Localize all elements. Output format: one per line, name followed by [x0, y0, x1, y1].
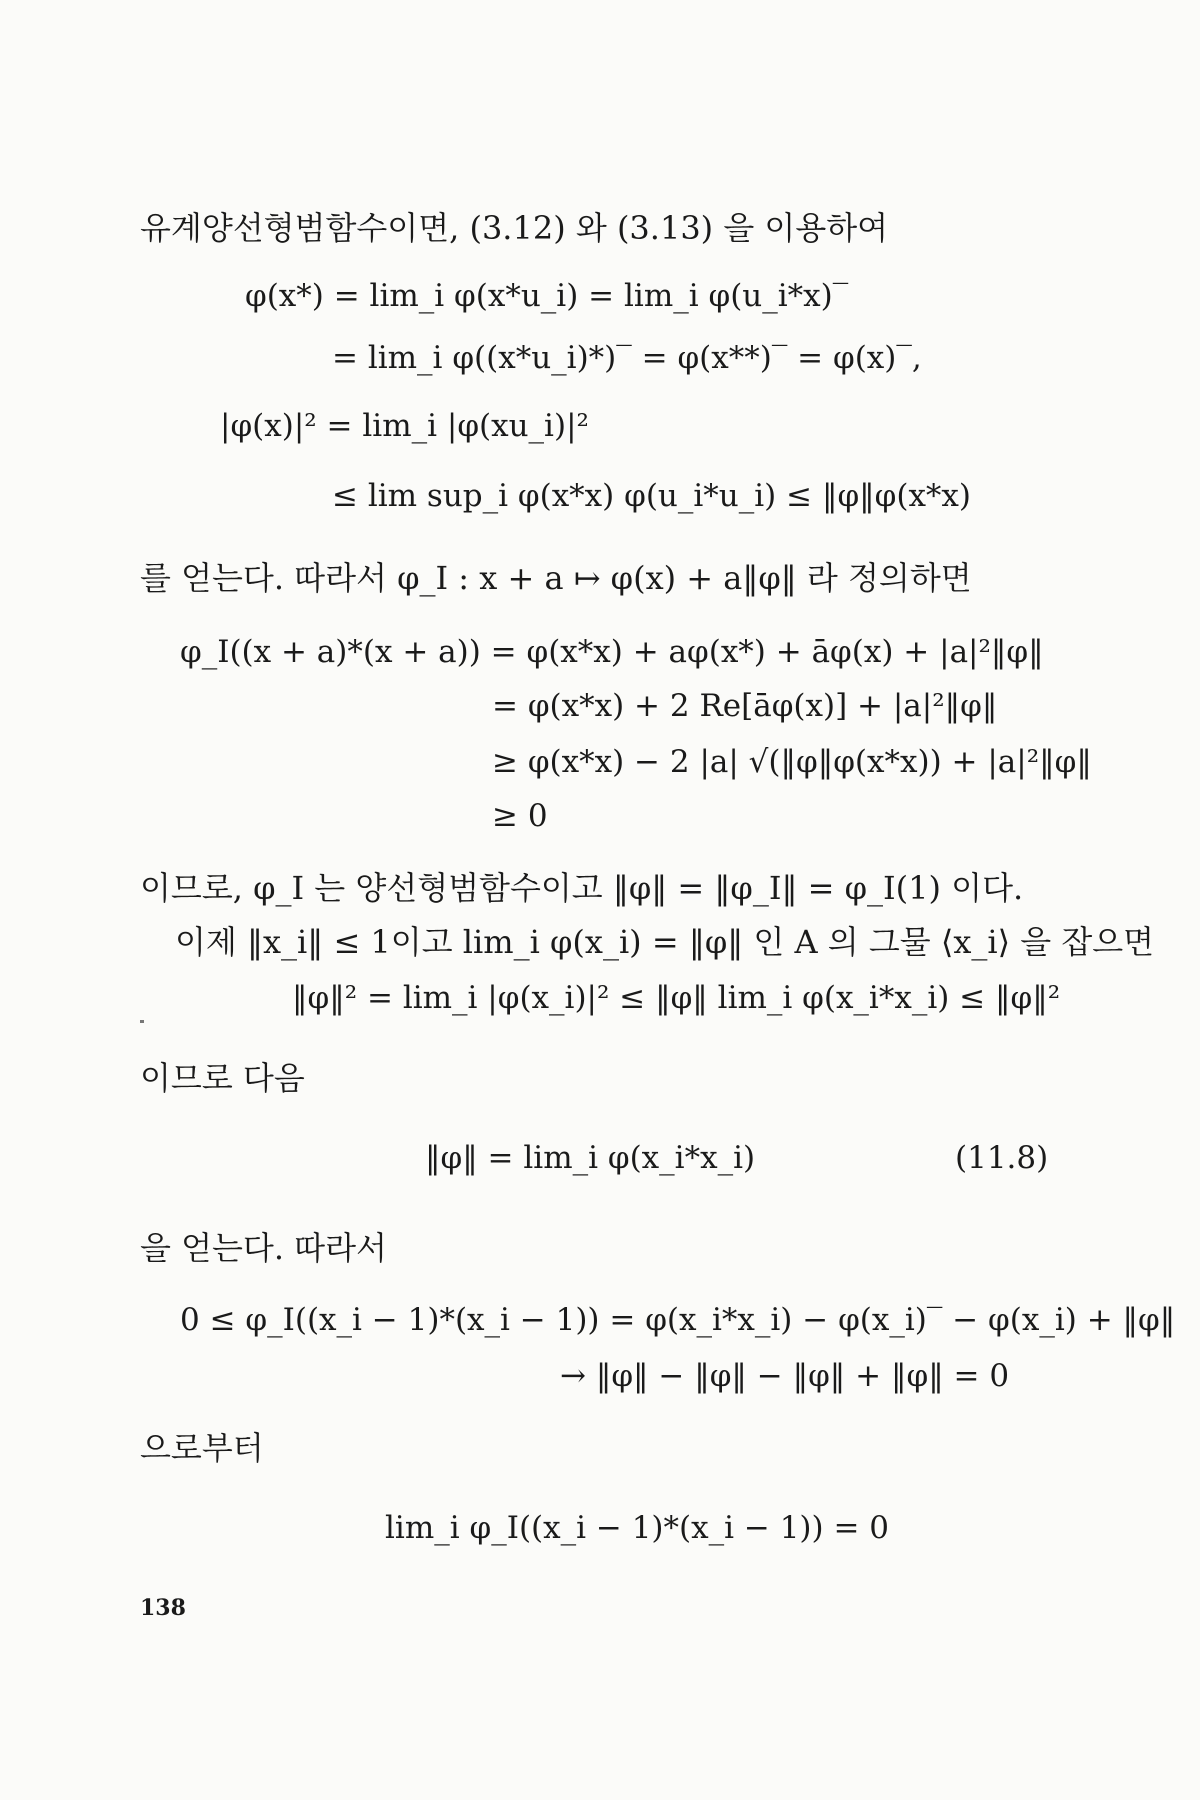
text-line: 이제 ‖x_i‖ ≤ 1이고 lim_i φ(x_i) = ‖φ‖ 인 A 의 그물 ⟨x_i⟩ 을 잡으면 — [175, 923, 1155, 961]
text-line: 을 얻는다. 따라서 — [140, 1229, 387, 1267]
equation-line: ‖φ‖² = lim_i |φ(x_i)|² ≤ ‖φ‖ lim_i φ(x_i*x_i) ≤ ‖φ‖² — [292, 980, 1061, 1016]
text-line: 유계양선형범함수이면, (3.12) 와 (3.13) 을 이용하여 — [140, 209, 889, 247]
equation-line: φ_I((x + a)*(x + a)) = φ(x*x) + aφ(x*) + āφ(x) + |a|²‖φ‖ — [180, 634, 1044, 670]
equation-line: = φ(x*x) + 2 Re[āφ(x)] + |a|²‖φ‖ — [492, 688, 998, 724]
equation-line: φ(x*) = lim_i φ(x*u_i) = lim_i φ(u_i*x)‾ — [245, 278, 849, 314]
equation-line: → ‖φ‖ − ‖φ‖ − ‖φ‖ + ‖φ‖ = 0 — [560, 1358, 1010, 1394]
equation-line: ≥ φ(x*x) − 2 |a| √(‖φ‖φ(x*x)) + |a|²‖φ‖ — [492, 744, 1092, 780]
equation-line: |φ(x)|² = lim_i |φ(xu_i)|² — [220, 408, 589, 444]
equation-line: lim_i φ_I((x_i − 1)*(x_i − 1)) = 0 — [385, 1510, 890, 1546]
stray-mark — [140, 1020, 144, 1023]
equation-line: = lim_i φ((x*u_i)*)‾ = φ(x**)‾ = φ(x)‾, — [332, 340, 922, 376]
equation-line: ≤ lim sup_i φ(x*x) φ(u_i*u_i) ≤ ‖φ‖φ(x*x) — [332, 478, 972, 514]
text-line: 이므로 다음 — [140, 1059, 305, 1097]
page-number: 138 — [140, 1595, 186, 1621]
text-line: 이므로, φ_I 는 양선형범함수이고 ‖φ‖ = ‖φ_I‖ = φ_I(1) 이다. — [140, 869, 1024, 907]
text-line: 를 얻는다. 따라서 φ_I : x + a ↦ φ(x) + a‖φ‖ 라 정의하면 — [140, 559, 972, 597]
text-line: 으로부터 — [140, 1429, 264, 1467]
equation-line: 0 ≤ φ_I((x_i − 1)*(x_i − 1)) = φ(x_i*x_i) − φ(x_i)‾ − φ(x_i) + ‖φ‖ — [180, 1302, 1176, 1338]
equation-line: ‖φ‖ = lim_i φ(x_i*x_i) — [425, 1140, 756, 1176]
equation-number: (11.8) — [955, 1140, 1049, 1176]
equation-line: ≥ 0 — [492, 798, 548, 834]
